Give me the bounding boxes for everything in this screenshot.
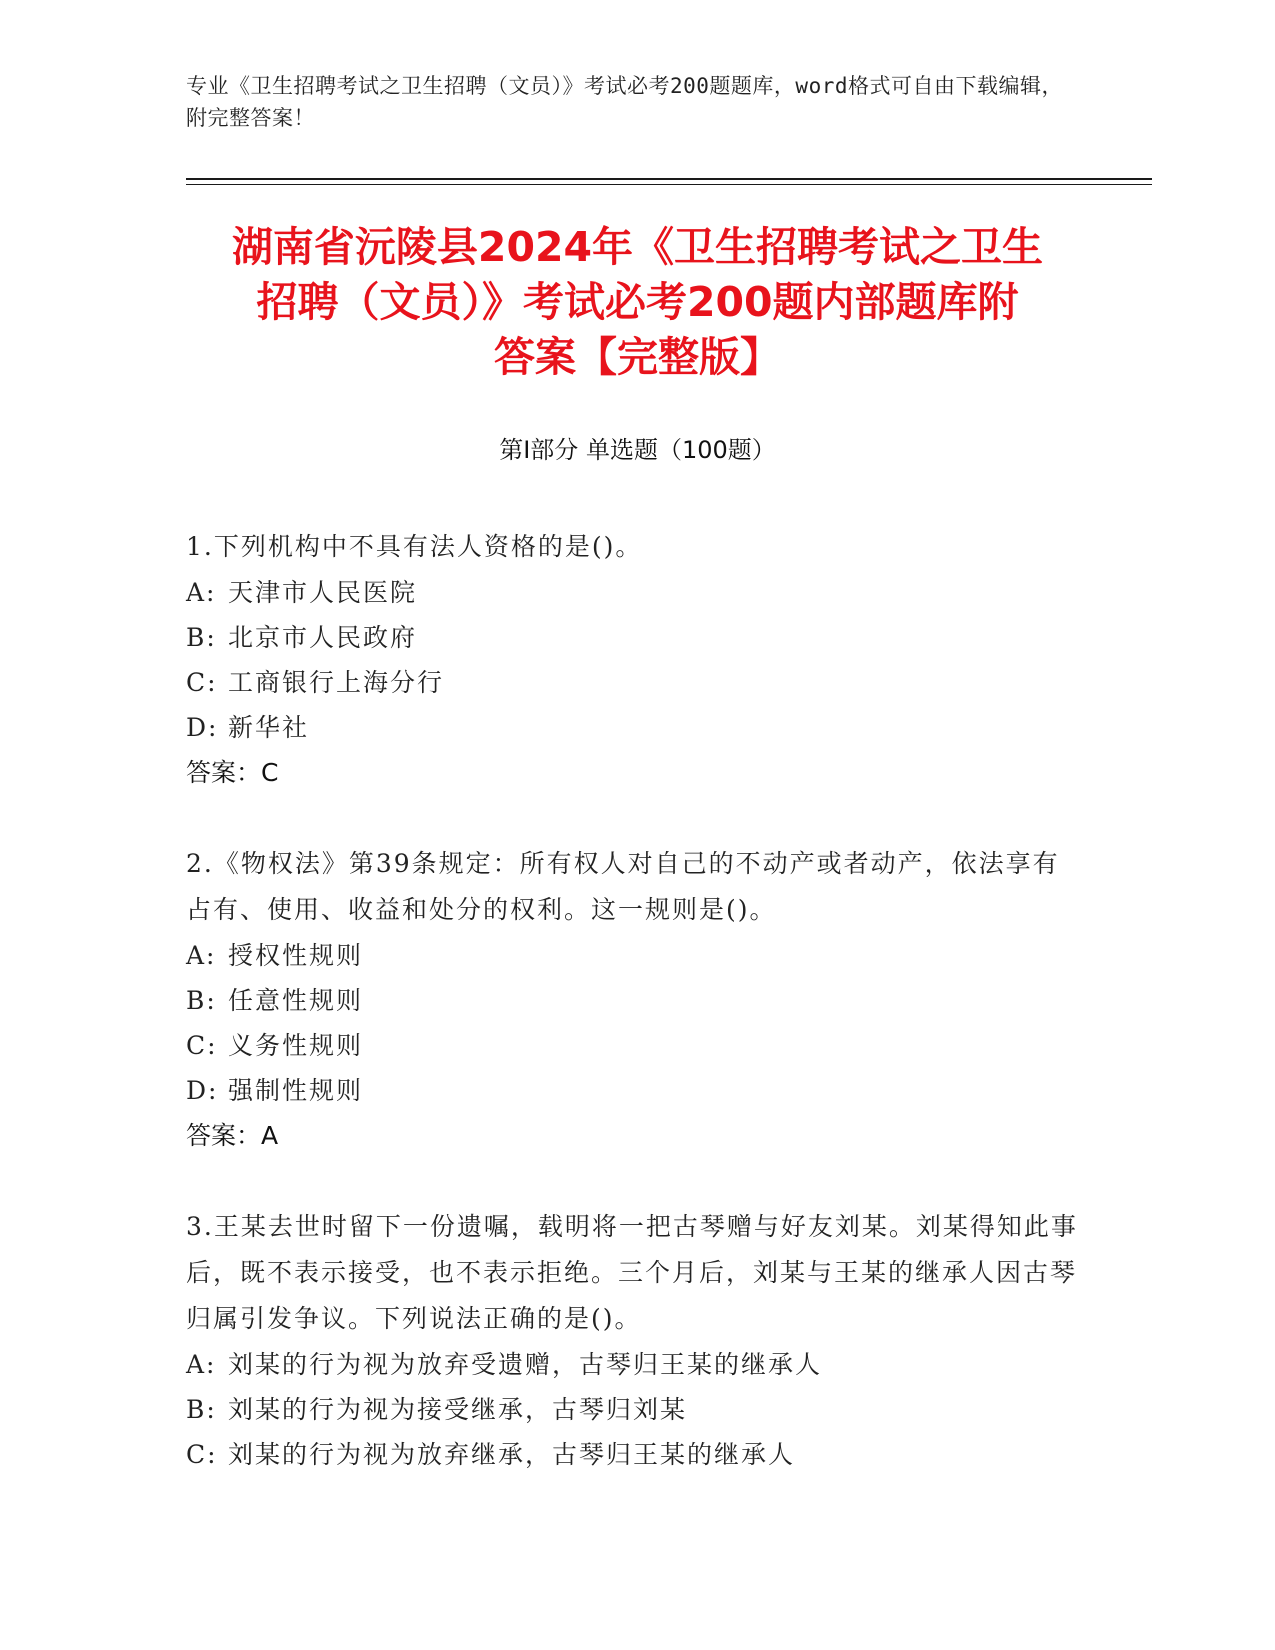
title-line: 湖南省沅陵县2024年《卫生招聘考试之卫生	[231, 223, 1044, 271]
option-text: 刘某的行为视为接受继承，古琴归刘某	[228, 1395, 688, 1424]
question-stem: 2.《物权法》第39条规定：所有权人对自己的不动产或者动产，依法享有占有、使用、收益和处分的权利。这一规则是()。	[186, 849, 1060, 924]
option-text: 任意性规则	[228, 986, 364, 1015]
option-letter: C:	[186, 1031, 218, 1060]
option-text: 刘某的行为视为放弃继承，古琴归王某的继承人	[228, 1440, 796, 1469]
header-divider-thin	[186, 184, 1152, 185]
document-title	[150, 220, 1125, 385]
answer-option	[186, 933, 1086, 978]
title-line: 招聘（文员）》考试必考200题内部题库附	[256, 278, 1019, 326]
option-letter: A:	[186, 1350, 217, 1379]
question-item	[186, 841, 1086, 1159]
option-letter: D:	[186, 713, 219, 742]
answer-option	[186, 1387, 1086, 1432]
question-item	[186, 1204, 1086, 1477]
option-text: 天津市人民医院	[228, 578, 418, 607]
answer-option	[186, 1432, 1086, 1477]
option-text: 工商银行上海分行	[228, 668, 445, 697]
option-text: 义务性规则	[228, 1031, 364, 1060]
option-letter: A:	[186, 578, 217, 607]
option-letter: C:	[186, 668, 218, 697]
option-text: 授权性规则	[228, 941, 364, 970]
option-letter: D:	[186, 1076, 219, 1105]
question-stem: 3.王某去世时留下一份遗嘱，载明将一把古琴赠与好友刘某。刘某得知此事后，既不表示接受，也不表示拒绝。三个月后，刘某与王某的继承人因古琴归属引发争议。下列说法正确的是()。	[186, 1212, 1078, 1333]
option-letter: B:	[186, 1395, 217, 1424]
option-text: 北京市人民政府	[228, 623, 418, 652]
section-heading: 第I部分 单选题（100题）	[499, 436, 776, 464]
option-text: 新华社	[228, 713, 310, 742]
option-letter: C:	[186, 1440, 218, 1469]
option-letter: A:	[186, 941, 217, 970]
answer-option	[186, 978, 1086, 1023]
question-stem: 1.下列机构中不具有法人资格的是()。	[186, 532, 643, 561]
question-list	[186, 524, 1086, 1522]
title-line: 答案【完整版】	[494, 333, 781, 381]
option-letter: B:	[186, 623, 217, 652]
option-text: 刘某的行为视为放弃受遗赠，古琴归王某的继承人	[228, 1350, 823, 1379]
answer-option	[186, 705, 1086, 750]
option-text: 强制性规则	[228, 1076, 364, 1105]
option-letter: B:	[186, 986, 217, 1015]
header-divider-thick	[186, 178, 1152, 180]
answer-option	[186, 1023, 1086, 1068]
answer-option	[186, 570, 1086, 615]
question-item	[186, 524, 1086, 796]
header-note: 专业《卫生招聘考试之卫生招聘（文员）》考试必考200题题库，word格式可自由下载编辑，附完整答案！	[186, 74, 1063, 130]
answer-option	[186, 660, 1086, 705]
question-answer: 答案：A	[186, 1121, 279, 1150]
answer-option	[186, 1342, 1086, 1387]
answer-option	[186, 615, 1086, 660]
question-answer: 答案：C	[186, 758, 279, 787]
answer-option	[186, 1068, 1086, 1113]
